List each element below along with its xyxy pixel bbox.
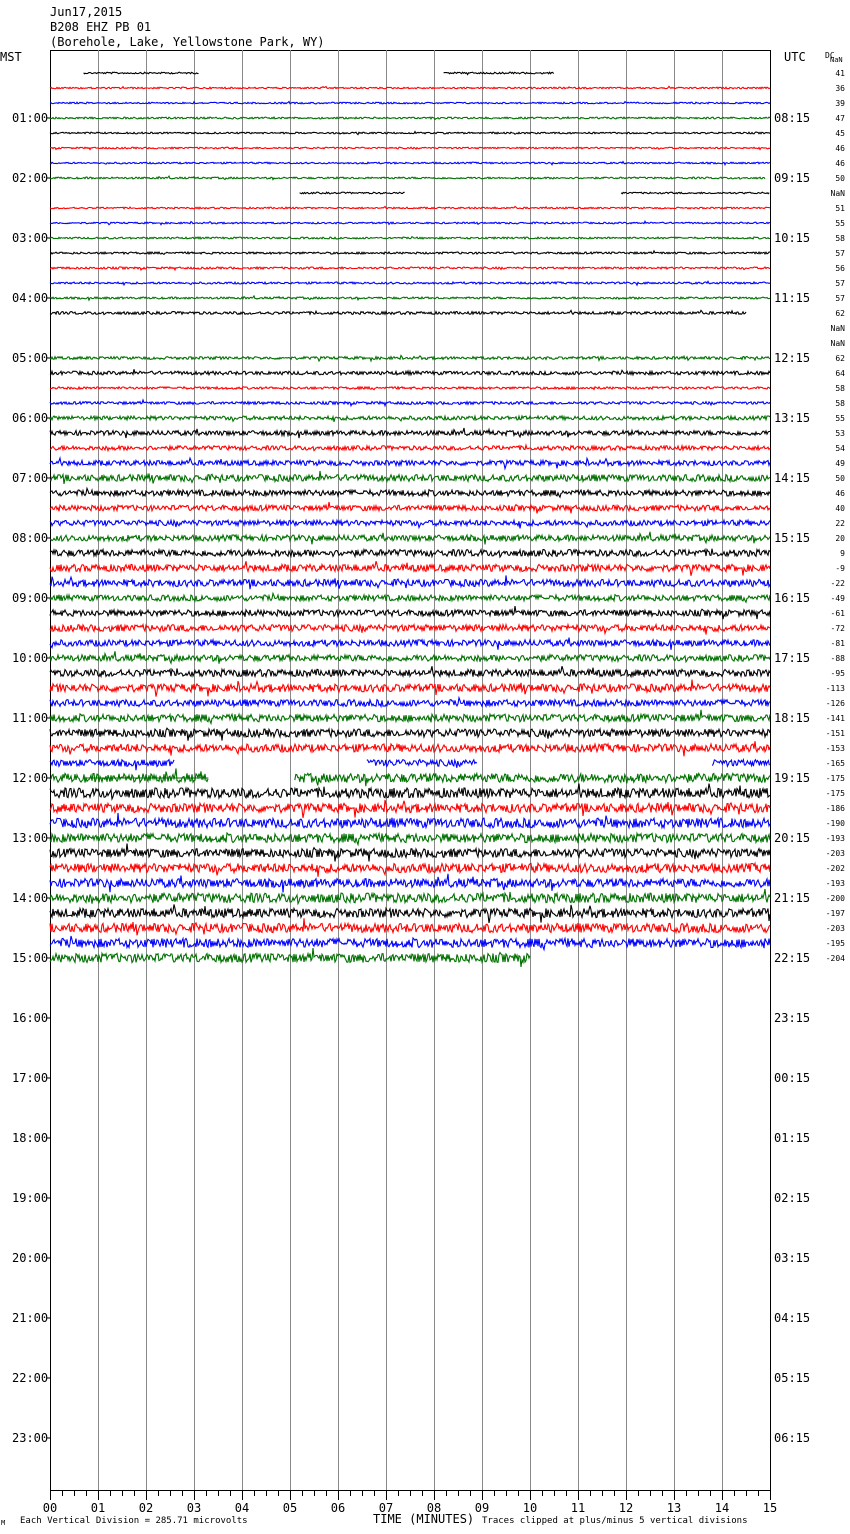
right-hour-label: 11:15 (774, 291, 811, 305)
dc-offset-value: 45 (835, 129, 845, 138)
x-tick-label: 11 (570, 1501, 586, 1515)
seismic-trace (50, 549, 770, 557)
seismic-trace (50, 561, 770, 576)
right-hour-label: 16:15 (774, 591, 811, 605)
right-hour-label: 06:15 (774, 1431, 811, 1445)
dc-offset-value: 46 (835, 144, 845, 153)
seismic-trace (50, 520, 770, 528)
dc-offset-value: 64 (835, 369, 845, 378)
grid (99, 50, 723, 1490)
x-tick-label: 14 (714, 1501, 730, 1515)
header-location: (Borehole, Lake, Yellowstone Park, WY) (50, 35, 325, 49)
dc-offset-value: -153 (825, 744, 845, 753)
left-hour-label: 21:00 (12, 1311, 49, 1325)
right-hour-label: 05:15 (774, 1371, 811, 1385)
seismic-trace (84, 72, 199, 74)
seismic-trace (50, 416, 770, 422)
right-hour-label: 10:15 (774, 231, 811, 245)
plot-frame (51, 51, 771, 1491)
dc-offset-value: -126 (825, 699, 845, 708)
right-hour-label: 12:15 (774, 351, 811, 365)
seismic-trace (50, 638, 770, 650)
seismic-trace-segment (621, 192, 769, 194)
dc-offset-value: -202 (825, 864, 845, 873)
seismic-trace (50, 889, 770, 904)
dc-offset-value: -22 (830, 579, 845, 588)
left-hour-label: 03:00 (12, 231, 49, 245)
seismic-trace (50, 237, 770, 239)
x-axis-title: TIME (MINUTES) (373, 1512, 475, 1526)
seismic-trace (295, 773, 770, 786)
x-tick-label: 06 (330, 1501, 346, 1515)
seismic-trace (50, 488, 770, 497)
dc-offset-value: 62 (835, 354, 845, 363)
seismic-trace (50, 918, 770, 935)
left-hour-labels (12, 111, 50, 1445)
seismic-trace (50, 904, 770, 923)
dc-offset-value: 40 (835, 504, 845, 513)
seismic-trace (50, 833, 770, 845)
left-hour-label: 14:00 (12, 891, 49, 905)
seismic-trace (50, 176, 765, 180)
dc-offset-value: -95 (830, 669, 845, 678)
dc-offset-value: -88 (830, 654, 845, 663)
dc-offset-value: 54 (835, 444, 845, 453)
x-tick-label: 10 (522, 1501, 538, 1515)
seismic-trace (50, 800, 770, 818)
seismic-trace (50, 710, 770, 724)
dc-offset-value: -203 (825, 924, 845, 933)
seismic-trace (50, 575, 770, 589)
seismic-trace (50, 625, 770, 635)
dc-offset-value: 58 (835, 234, 845, 243)
dc-offset-value: -190 (825, 819, 845, 828)
right-hour-label: 17:15 (774, 651, 811, 665)
dc-offset-value: 62 (835, 309, 845, 318)
left-hour-label: 10:00 (12, 651, 49, 665)
seismic-trace-segment (712, 760, 769, 767)
dc-offset-value: -195 (825, 939, 845, 948)
dc-label-top: DC (825, 51, 835, 60)
seismic-trace (50, 680, 770, 697)
dc-offset-value: 58 (835, 384, 845, 393)
seismic-trace (50, 267, 770, 270)
x-tick-label: 07 (378, 1501, 394, 1515)
seismic-trace (50, 132, 770, 135)
left-hour-label: 05:00 (12, 351, 49, 365)
right-hour-label: 23:15 (774, 1011, 811, 1025)
dc-offset-value: 58 (835, 399, 845, 408)
scale-note: Each Vertical Division = 285.71 microvolts (20, 1516, 248, 1526)
left-hour-label: 13:00 (12, 831, 49, 845)
seismic-trace (50, 741, 770, 756)
dc-offset-value: 55 (835, 414, 845, 423)
seismic-trace (50, 784, 770, 799)
x-tick-label: 13 (666, 1501, 682, 1515)
seismic-trace (50, 651, 770, 663)
right-hour-label: 19:15 (774, 771, 811, 785)
dc-offset-value: -197 (825, 909, 845, 918)
right-hour-label: 22:15 (774, 951, 811, 965)
x-tick-label: 03 (186, 1501, 202, 1515)
x-tick-label: 15 (762, 1501, 778, 1515)
seismic-trace-segment (367, 760, 477, 768)
left-timezone-label: MST (0, 50, 22, 64)
x-tick-label: 05 (282, 1501, 298, 1515)
x-tick-label: 04 (234, 1501, 250, 1515)
dc-offset-value: -9 (835, 564, 845, 573)
seismic-trace (50, 458, 770, 469)
seismic-trace (50, 207, 770, 209)
right-hour-labels (774, 111, 810, 1445)
seismic-trace (50, 471, 770, 484)
right-hour-label: 02:15 (774, 1191, 811, 1205)
seismic-trace (50, 162, 770, 165)
seismic-trace (50, 606, 770, 619)
right-hour-label: 20:15 (774, 831, 811, 845)
dc-offset-value: -203 (825, 849, 845, 858)
seismic-trace (50, 281, 770, 285)
right-hour-label: 18:15 (774, 711, 811, 725)
dc-offset-value: 20 (835, 534, 845, 543)
right-hour-label: 15:15 (774, 531, 811, 545)
left-hour-label: 20:00 (12, 1251, 49, 1265)
dc-offset-value: 50 (835, 474, 845, 483)
seismic-trace (50, 251, 770, 255)
seismic-trace (50, 874, 770, 893)
dc-offset-value: -204 (825, 954, 845, 963)
seismic-trace (50, 296, 770, 300)
left-hour-label: 01:00 (12, 111, 49, 125)
dc-offset-value: 50 (835, 174, 845, 183)
seismic-trace (50, 768, 208, 782)
dc-offset-value: -193 (825, 834, 845, 843)
dc-offset-value: 57 (835, 279, 845, 288)
right-hour-label: 08:15 (774, 111, 811, 125)
left-hour-label: 09:00 (12, 591, 49, 605)
right-hour-label: 01:15 (774, 1131, 811, 1145)
right-hour-label: 09:15 (774, 171, 811, 185)
x-tick-label: 00 (42, 1501, 58, 1515)
dc-offset-value: -141 (825, 714, 845, 723)
dc-offset-labels (826, 69, 845, 963)
dc-offset-value: -81 (830, 639, 845, 648)
left-hour-label: 19:00 (12, 1191, 49, 1205)
seismic-trace (50, 936, 770, 950)
seismic-trace (50, 387, 770, 390)
dc-offset-value: -175 (825, 774, 845, 783)
x-tick-label: 08 (426, 1501, 442, 1515)
seismic-trace (50, 666, 770, 677)
header-station: B208 EHZ PB 01 (50, 20, 152, 34)
header-date: Jun17,2015 (50, 5, 123, 19)
dc-offset-value: NaN (830, 339, 845, 348)
seismic-trace (300, 192, 405, 194)
left-hour-label: 06:00 (12, 411, 49, 425)
seismic-trace (50, 102, 770, 105)
dc-offset-value: -165 (825, 759, 845, 768)
left-hour-label: 15:00 (12, 951, 49, 965)
x-tick-label: 01 (90, 1501, 106, 1515)
right-hour-label: 14:15 (774, 471, 811, 485)
left-hour-label: 17:00 (12, 1071, 49, 1085)
left-hour-label: 12:00 (12, 771, 49, 785)
dc-offset-value: NaN (830, 189, 845, 198)
seismic-trace (50, 813, 770, 828)
left-hour-label: 18:00 (12, 1131, 49, 1145)
right-timezone-label: UTC (784, 50, 806, 64)
seismic-trace (50, 117, 770, 120)
dc-offset-value: 49 (835, 459, 845, 468)
x-tick-label: 02 (138, 1501, 154, 1515)
dc-offset-value: -186 (825, 804, 845, 813)
dc-offset-value: -49 (830, 594, 845, 603)
seismic-trace-segment (444, 72, 554, 74)
left-hour-label: 22:00 (12, 1371, 49, 1385)
seismic-trace (50, 445, 770, 450)
dc-offset-value: 47 (835, 114, 845, 123)
seismic-trace (50, 593, 770, 602)
x-tick-label: 09 (474, 1501, 490, 1515)
seismic-trace (50, 310, 746, 314)
seismic-trace (50, 400, 770, 406)
dc-offset-value: -151 (825, 729, 845, 738)
dc-offset-value: 53 (835, 429, 845, 438)
left-hour-label: 08:00 (12, 531, 49, 545)
right-hour-label: 03:15 (774, 1251, 811, 1265)
seismic-trace (50, 147, 770, 149)
dc-offset-value: 57 (835, 249, 845, 258)
right-hour-label: 13:15 (774, 411, 811, 425)
left-hour-label: 16:00 (12, 1011, 49, 1025)
seismic-trace (50, 428, 770, 438)
dc-offset-value: 22 (835, 519, 845, 528)
left-hour-label: 02:00 (12, 171, 49, 185)
left-hour-label: 11:00 (12, 711, 49, 725)
dc-offset-value: 51 (835, 204, 845, 213)
seismic-trace (50, 760, 174, 771)
dc-offset-value: 36 (835, 84, 845, 93)
seismic-trace (50, 356, 770, 362)
seismic-trace (50, 221, 770, 224)
dc-offset-value: 9 (840, 549, 845, 558)
left-hour-label: 07:00 (12, 471, 49, 485)
clip-note: Traces clipped at plus/minus 5 vertical divisions (482, 1516, 748, 1526)
footer-mark: M (1, 1519, 6, 1527)
seismic-trace (50, 728, 770, 741)
right-hour-label: 04:15 (774, 1311, 811, 1325)
dc-offset-value: 46 (835, 159, 845, 168)
dc-offset-value: -61 (830, 609, 845, 618)
seismic-trace (50, 502, 770, 513)
dc-offset-value: -193 (825, 879, 845, 888)
dc-offset-value: 55 (835, 219, 845, 228)
seismic-trace (50, 698, 770, 707)
dc-offset-value: -200 (825, 894, 845, 903)
seismic-trace (50, 369, 770, 375)
seismic-trace (50, 86, 770, 89)
dc-offset-value: 39 (835, 99, 845, 108)
dc-offset-value: -113 (825, 684, 845, 693)
left-hour-label: 23:00 (12, 1431, 49, 1445)
dc-label-bottom: NaN (830, 56, 843, 64)
dc-offset-value: 56 (835, 264, 845, 273)
dc-offset-value: -72 (830, 624, 845, 633)
trace-group (50, 72, 770, 967)
seismic-trace (50, 532, 770, 545)
dc-offset-value: NaN (830, 324, 845, 333)
seismic-trace (50, 844, 770, 862)
dc-offset-value: 41 (835, 69, 845, 78)
right-hour-label: 21:15 (774, 891, 811, 905)
left-hour-label: 04:00 (12, 291, 49, 305)
right-hour-label: 00:15 (774, 1071, 811, 1085)
dc-offset-value: 57 (835, 294, 845, 303)
dc-offset-value: -175 (825, 789, 845, 798)
dc-offset-value: 46 (835, 489, 845, 498)
seismic-trace (50, 863, 770, 876)
x-tick-label: 12 (618, 1501, 634, 1515)
